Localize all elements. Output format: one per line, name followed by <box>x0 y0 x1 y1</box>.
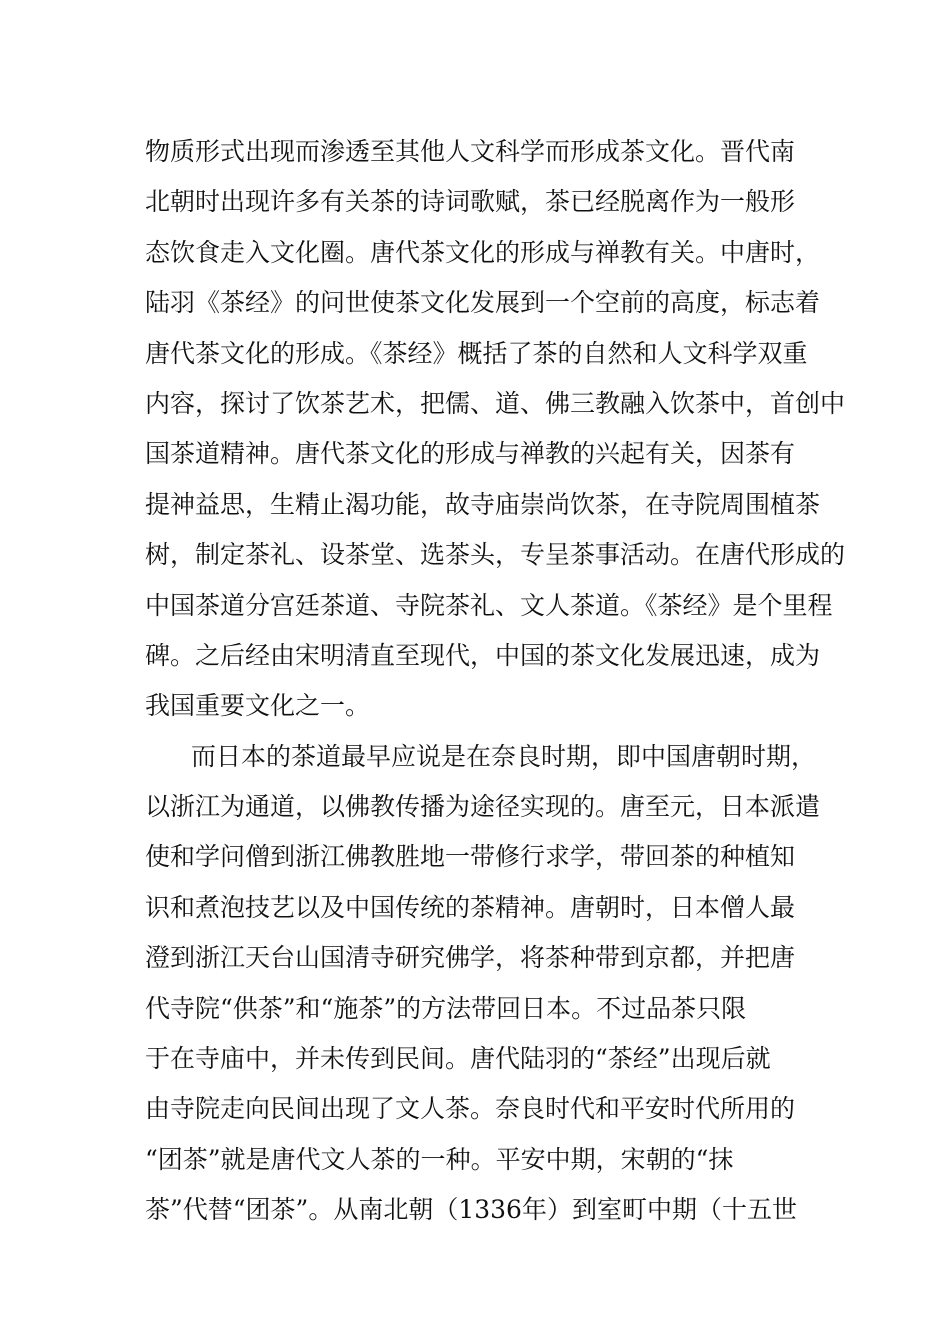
text-line: 唐代茶文化的形成。《茶经》概括了茶的自然和人文科学双重 <box>145 338 808 368</box>
text-line: 我国重要文化之一。 <box>145 691 371 721</box>
text-line: 茶”代替“团茶”。从南北朝（1336年）到室町中期（十五世 <box>145 1195 797 1225</box>
text-line: 识和煮泡技艺以及中国传统的茶精神。唐朝时，日本僧人最 <box>145 892 796 922</box>
text-line: 物质形式出现而渗透至其他人文科学而形成茶文化。晋代南 <box>145 137 796 166</box>
text-line: 树，制定茶礼、设茶堂、选茶头，专呈茶事活动。在唐代形成的 <box>145 540 846 570</box>
document-body <box>145 127 846 1236</box>
text-line: 代寺院“供茶”和“施茶”的方法带回日本。不过品茶只限 <box>145 993 747 1023</box>
text-line: 提神益思，生精止渴功能，故寺庙崇尚饮茶，在寺院周围植茶 <box>145 489 821 519</box>
text-line: “团茶”就是唐代文人茶的一种。平安中期，宋朝的“抹 <box>145 1144 734 1174</box>
text-line: 碑。之后经由宋明清直至现代，中国的茶文化发展迅速，成为 <box>145 640 821 670</box>
paragraph-2 <box>145 732 825 1236</box>
text-line: 以浙江为通道，以佛教传播为途径实现的。唐至元，日本派遣 <box>145 792 821 822</box>
text-line: 由寺院走向民间出现了文人茶。奈良时代和平安时代所用的 <box>145 1094 796 1124</box>
text-line: 国茶道精神。唐代茶文化的形成与禅教的兴起有关，因茶有 <box>145 439 796 469</box>
text-line: 而日本的茶道最早应说是在奈良时期，即中国唐朝时期， <box>191 741 817 771</box>
text-line: 中国茶道分宫廷茶道、寺院茶礼、文人茶道。《茶经》是个里程 <box>145 590 833 620</box>
text-line: 澄到浙江天台山国清寺研究佛学，将茶种带到京都，并把唐 <box>145 943 796 973</box>
text-line: 于在寺庙中，并未传到民间。唐代陆羽的“茶经”出现后就 <box>145 1044 771 1074</box>
paragraph-1 <box>145 127 846 732</box>
text-line: 陆羽《茶经》的问世使茶文化发展到一个空前的高度，标志着 <box>145 288 821 318</box>
text-line: 使和学问僧到浙江佛教胜地一带修行求学，带回茶的种植知 <box>145 842 796 872</box>
text-line: 内容，探讨了饮茶艺术，把儒、道、佛三教融入饮茶中，首创中 <box>145 388 846 418</box>
text-line: 北朝时出现许多有关茶的诗词歌赋，茶已经脱离作为一般形 <box>145 187 796 217</box>
text-line: 态饮食走入文化圈。唐代茶文化的形成与禅教有关。中唐时， <box>145 237 821 267</box>
